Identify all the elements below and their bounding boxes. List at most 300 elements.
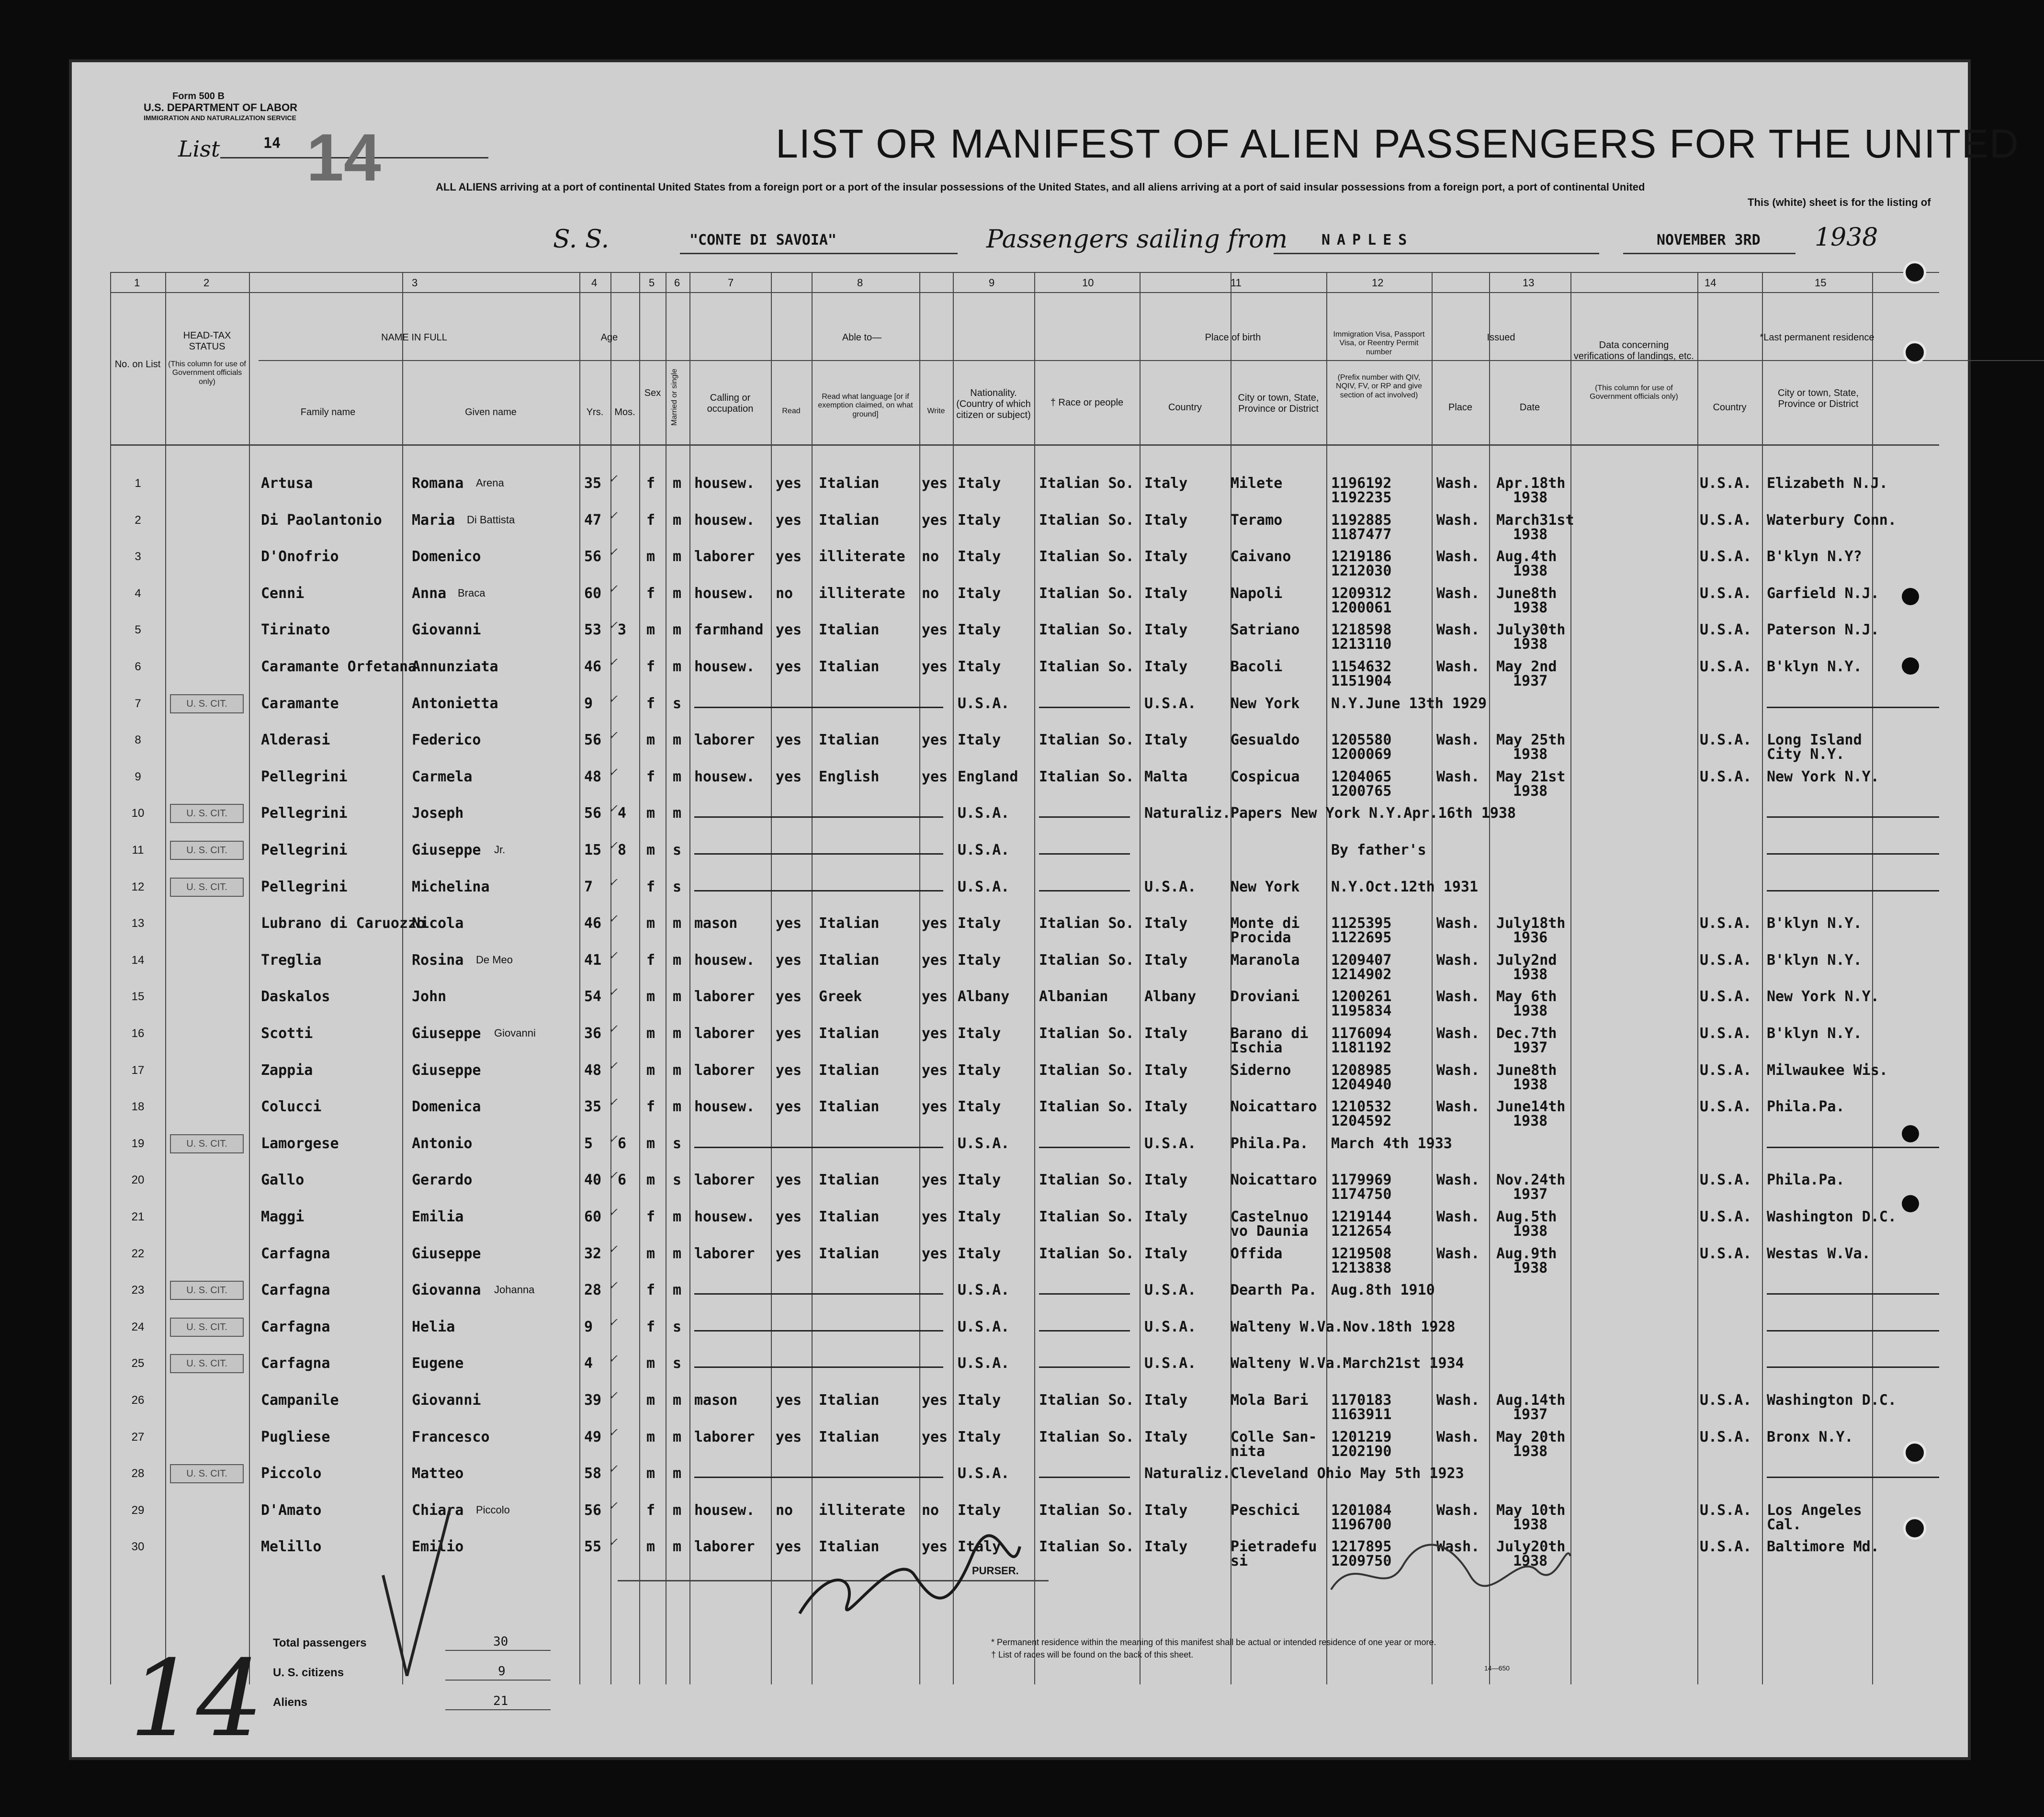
blank-field-line bbox=[1039, 1366, 1130, 1368]
cell-country: Italy bbox=[1144, 548, 1188, 565]
cell-family: Lubrano di Caruozzo bbox=[261, 915, 426, 932]
cell-date2: 1937 bbox=[1513, 1039, 1548, 1056]
cell-place: Wash. bbox=[1436, 1538, 1480, 1556]
cell-yrs: 46 bbox=[584, 658, 602, 675]
cell-visa2: 1200765 bbox=[1331, 782, 1392, 800]
blank-field-line bbox=[1767, 707, 1939, 708]
cell-race: Italian So. bbox=[1039, 1392, 1134, 1409]
cell-res-city: Waterbury Conn. bbox=[1767, 511, 1897, 529]
cell-sex: m bbox=[646, 1428, 655, 1445]
cell-write: yes bbox=[922, 511, 948, 529]
header-issued: Issued bbox=[1487, 332, 1515, 343]
list-number-stamp: 14 bbox=[306, 120, 381, 195]
cell-date: March31st bbox=[1496, 511, 1574, 529]
cell-write: yes bbox=[922, 1025, 948, 1042]
blank-field-line bbox=[694, 1293, 943, 1295]
cell-res-city2: City N.Y. bbox=[1767, 746, 1845, 763]
check-mark-icon: ✓ bbox=[608, 729, 618, 743]
cell-write: yes bbox=[922, 621, 948, 639]
cell-write: yes bbox=[922, 658, 948, 675]
us-citizen-stamp: U. S. CIT. bbox=[170, 1354, 244, 1373]
cell-mos: 4 bbox=[618, 805, 627, 822]
cell-ms: m bbox=[673, 1282, 682, 1299]
cell-lang: Italian bbox=[819, 621, 880, 639]
cell-given-note: Piccolo bbox=[476, 1503, 510, 1516]
cell-date2: 1938 bbox=[1513, 966, 1548, 983]
check-mark-icon: ✓ bbox=[608, 582, 618, 596]
cell-res-city: Washington D.C. bbox=[1767, 1392, 1897, 1409]
cell-ms: m bbox=[673, 585, 682, 602]
table-row bbox=[72, 1239, 1968, 1275]
cell-family: Caramante bbox=[261, 695, 339, 712]
cell-visa2: 1192235 bbox=[1331, 489, 1392, 506]
cell-given-note: Johanna bbox=[494, 1284, 535, 1296]
cell-visa2: 1204592 bbox=[1331, 1113, 1392, 1130]
cell-given: Chiara bbox=[412, 1501, 464, 1519]
cell-ms: m bbox=[673, 658, 682, 675]
cell-city2: Ischia bbox=[1231, 1039, 1283, 1056]
cell-calling: housew. bbox=[694, 1098, 755, 1116]
cell-visa: 1217895 bbox=[1331, 1538, 1392, 1556]
check-mark-icon: ✓ bbox=[608, 1022, 618, 1036]
cell-family: Gallo bbox=[261, 1172, 305, 1189]
cell-sex: m bbox=[646, 988, 655, 1005]
cell-country: U.S.A. bbox=[1144, 1318, 1197, 1335]
cell-calling: laborer bbox=[694, 988, 755, 1005]
cell-family: Colucci bbox=[261, 1098, 322, 1116]
blank-field-line bbox=[1039, 1147, 1130, 1148]
row-number: 16 bbox=[131, 1027, 145, 1040]
aliens-value: 21 bbox=[493, 1694, 508, 1708]
cell-calling: laborer bbox=[694, 1061, 755, 1079]
row-number: 18 bbox=[131, 1100, 145, 1114]
cell-nationality: Italy bbox=[958, 1098, 1001, 1116]
cell-visa2: 1174750 bbox=[1331, 1186, 1392, 1203]
cell-nationality: Italy bbox=[958, 1392, 1001, 1409]
row-number: 15 bbox=[131, 990, 145, 1004]
cell-given: Domenica bbox=[412, 1098, 481, 1116]
cell-visa: March 4th 1933 bbox=[1331, 1135, 1452, 1152]
colnum-7: 7 bbox=[728, 277, 734, 289]
cell-city: New York bbox=[1231, 878, 1300, 895]
cell-lang: illiterate bbox=[819, 1501, 905, 1519]
cell-yrs: 4 bbox=[584, 1355, 593, 1372]
row-number: 5 bbox=[135, 623, 141, 637]
cell-write: yes bbox=[922, 1172, 948, 1189]
cell-res-city: Milwaukee Wis. bbox=[1767, 1061, 1888, 1079]
cell-family: Campanile bbox=[261, 1392, 339, 1409]
cell-nationality: Italy bbox=[958, 951, 1001, 969]
row-number: 29 bbox=[131, 1503, 145, 1517]
departure-port: NAPLES bbox=[1321, 232, 1414, 248]
header-head-tax: HEAD-TAX STATUS bbox=[183, 330, 231, 352]
cell-read: yes bbox=[776, 768, 802, 785]
cell-read: yes bbox=[776, 548, 802, 565]
cell-lang: Italian bbox=[819, 1392, 880, 1409]
cell-city: Colle San- bbox=[1231, 1428, 1317, 1445]
cell-family: Pellegrini bbox=[261, 878, 348, 895]
cell-visa: 1125395 bbox=[1331, 915, 1392, 932]
cell-date: Apr.18th bbox=[1496, 475, 1566, 492]
cell-nationality: Italy bbox=[958, 585, 1001, 602]
cell-race: Italian So. bbox=[1039, 475, 1134, 492]
colnum-13: 13 bbox=[1523, 277, 1535, 289]
cell-res-country: U.S.A. bbox=[1700, 1428, 1752, 1445]
cell-city2: si bbox=[1231, 1553, 1248, 1570]
cell-sex: m bbox=[646, 1245, 655, 1262]
cell-nationality: Italy bbox=[958, 732, 1001, 749]
blank-field-line bbox=[694, 1330, 943, 1332]
cell-res-country: U.S.A. bbox=[1700, 1501, 1752, 1519]
cell-read: yes bbox=[776, 1172, 802, 1189]
blank-field-line bbox=[1039, 890, 1130, 892]
cell-visa: 1219508 bbox=[1331, 1245, 1392, 1262]
header-birth-city: City or town, State, Province or District bbox=[1238, 393, 1319, 414]
cell-write: yes bbox=[922, 951, 948, 969]
cell-yrs: 15 bbox=[584, 842, 602, 858]
cell-res-country: U.S.A. bbox=[1700, 951, 1752, 969]
blank-field-line bbox=[694, 816, 943, 818]
cell-lang: Italian bbox=[819, 1098, 880, 1116]
us-citizen-stamp: U. S. CIT. bbox=[170, 1464, 244, 1483]
cell-city: New York bbox=[1231, 695, 1300, 712]
check-mark-icon: ✓ bbox=[608, 1206, 618, 1219]
cell-yrs: 53 bbox=[584, 621, 602, 639]
colnum-11: 11 bbox=[1231, 277, 1242, 289]
cell-yrs: 9 bbox=[584, 695, 593, 712]
cell-family: Caramante Orfetana bbox=[261, 658, 417, 675]
cell-place: Wash. bbox=[1436, 1208, 1480, 1225]
cell-city: Mola Bari bbox=[1231, 1392, 1309, 1409]
aliens-label: Aliens bbox=[273, 1696, 308, 1709]
cell-race: Albanian bbox=[1039, 988, 1108, 1005]
cell-race: Italian So. bbox=[1039, 1208, 1134, 1225]
cell-calling: laborer bbox=[694, 1428, 755, 1445]
us-citizen-stamp: U. S. CIT. bbox=[170, 878, 244, 897]
cell-read: yes bbox=[776, 988, 802, 1005]
cell-date2: 1938 bbox=[1513, 1223, 1548, 1240]
binder-ring-icon bbox=[1903, 1517, 1926, 1540]
grid-top-line bbox=[110, 272, 1939, 273]
row-number: 12 bbox=[131, 880, 145, 893]
cell-given: Helia bbox=[412, 1318, 455, 1335]
cell-calling: mason bbox=[694, 1392, 738, 1409]
table-row bbox=[72, 1275, 1968, 1311]
cell-country: Italy bbox=[1144, 915, 1188, 932]
cell-date: July18th bbox=[1496, 915, 1566, 932]
cell-race: Italian So. bbox=[1039, 1061, 1134, 1079]
cell-given: Giovanni bbox=[412, 1392, 481, 1409]
cell-sex: m bbox=[646, 621, 655, 639]
cell-write: yes bbox=[922, 1538, 948, 1556]
check-mark-icon: ✓ bbox=[608, 1059, 618, 1072]
total-underline bbox=[445, 1650, 551, 1651]
cell-yrs: 36 bbox=[584, 1025, 602, 1042]
header-place-of-birth: Place of birth bbox=[1205, 332, 1261, 343]
cell-visa: 1176094 bbox=[1331, 1025, 1392, 1042]
colnum-12: 12 bbox=[1372, 277, 1384, 289]
colnum-8: 8 bbox=[857, 277, 863, 289]
header-able-to: Able to— bbox=[842, 332, 882, 343]
cell-yrs: 54 bbox=[584, 988, 602, 1005]
department-name: U.S. DEPARTMENT OF LABOR bbox=[144, 102, 298, 113]
cell-yrs: 49 bbox=[584, 1428, 602, 1445]
us-citizen-stamp: U. S. CIT. bbox=[170, 694, 244, 713]
cell-given-note: Giovanni bbox=[494, 1027, 536, 1039]
cell-date: May 21st bbox=[1496, 768, 1566, 785]
cell-visa2: 1213838 bbox=[1331, 1259, 1392, 1276]
cell-visa2: 1181192 bbox=[1331, 1039, 1392, 1056]
cell-race: Italian So. bbox=[1039, 1172, 1134, 1189]
cell-date: July20th bbox=[1496, 1538, 1566, 1556]
cell-family: Maggi bbox=[261, 1208, 305, 1225]
cell-family: Carfagna bbox=[261, 1245, 330, 1262]
table-row bbox=[72, 908, 1968, 945]
header-write: Write bbox=[927, 407, 945, 415]
cell-date: Aug.4th bbox=[1496, 548, 1557, 565]
cell-date2: 1938 bbox=[1513, 636, 1548, 653]
cell-write: yes bbox=[922, 768, 948, 785]
cell-nationality: Italy bbox=[958, 1501, 1001, 1519]
blank-field-line bbox=[1767, 1147, 1939, 1148]
cell-nationality: Italy bbox=[958, 1245, 1001, 1262]
header-race: † Race or people bbox=[1050, 397, 1124, 408]
cell-calling: laborer bbox=[694, 732, 755, 749]
cell-ms: m bbox=[673, 1501, 682, 1519]
cell-lang: Italian bbox=[819, 951, 880, 969]
cell-yrs: 35 bbox=[584, 475, 602, 492]
check-mark-icon: ✓ bbox=[608, 1315, 618, 1329]
cell-res-city: B'klyn N.Y. bbox=[1767, 658, 1862, 675]
table-row bbox=[72, 1312, 1968, 1348]
cell-sex: f bbox=[646, 1501, 655, 1519]
cell-city: Noicattaro bbox=[1231, 1172, 1317, 1189]
cell-race: Italian So. bbox=[1039, 915, 1134, 932]
list-number: 14 bbox=[263, 135, 281, 152]
cell-sex: m bbox=[646, 915, 655, 932]
cell-place: Wash. bbox=[1436, 732, 1480, 749]
cell-date: May 2nd bbox=[1496, 658, 1557, 675]
cell-country: Italy bbox=[1144, 1501, 1188, 1519]
cell-nationality: Italy bbox=[958, 1538, 1001, 1556]
cell-given: Giuseppe bbox=[412, 1061, 481, 1079]
cell-given: Eugene bbox=[412, 1355, 464, 1372]
cell-family: Pugliese bbox=[261, 1428, 330, 1445]
cell-ms: m bbox=[673, 511, 682, 529]
cell-family: Melillo bbox=[261, 1538, 322, 1556]
cell-given: Matteo bbox=[412, 1465, 464, 1482]
cell-country: Italy bbox=[1144, 1025, 1188, 1042]
cell-yrs: 5 bbox=[584, 1135, 593, 1152]
cell-country: Italy bbox=[1144, 511, 1188, 529]
cell-family: Piccolo bbox=[261, 1465, 322, 1482]
cell-nationality: Italy bbox=[958, 548, 1001, 565]
cell-city: Caivano bbox=[1231, 548, 1291, 565]
cell-date: Nov.24th bbox=[1496, 1172, 1566, 1189]
cell-yrs: 9 bbox=[584, 1318, 593, 1335]
binder-hole-icon bbox=[1902, 1125, 1919, 1142]
cell-city: Noicattaro bbox=[1231, 1098, 1317, 1116]
cell-ms: m bbox=[673, 475, 682, 492]
cell-calling: mason bbox=[694, 915, 738, 932]
cell-visa: N.Y.Oct.12th 1931 bbox=[1331, 878, 1479, 895]
subtitle-line-1: ALL ALIENS arriving at a port of continental United States from a foreign port or a port of the insular possessions of the United States, and all aliens arriving at a port of said insular possessions from a foreign port, a port of continental United bbox=[436, 181, 1645, 193]
blank-field-line bbox=[1767, 1366, 1939, 1368]
cell-city: Napoli bbox=[1231, 585, 1283, 602]
cell-res-country: U.S.A. bbox=[1700, 988, 1752, 1005]
cell-family: Cenni bbox=[261, 585, 305, 602]
check-mark-icon: ✓ bbox=[608, 875, 618, 889]
blank-field-line bbox=[1767, 890, 1939, 892]
cell-yrs: 55 bbox=[584, 1538, 602, 1556]
cell-city: Walteny W.Va.Nov.18th 1928 bbox=[1231, 1318, 1456, 1335]
cell-place: Wash. bbox=[1436, 621, 1480, 639]
cell-given: Maria bbox=[412, 511, 455, 529]
cell-given: Emilia bbox=[412, 1208, 464, 1225]
cell-yrs: 28 bbox=[584, 1282, 602, 1299]
check-mark-icon: ✓ bbox=[608, 802, 618, 816]
cell-date: June8th bbox=[1496, 1061, 1557, 1079]
cell-country: Italy bbox=[1144, 1428, 1188, 1445]
binder-ring-icon bbox=[1903, 1441, 1926, 1464]
cell-given: Antonio bbox=[412, 1135, 473, 1152]
cell-calling: laborer bbox=[694, 1025, 755, 1042]
header-last-residence: *Last permanent residence bbox=[1760, 332, 1875, 343]
cell-date2: 1938 bbox=[1513, 1003, 1548, 1020]
cell-res-city: B'klyn N.Y. bbox=[1767, 951, 1862, 969]
us-citizen-stamp: U. S. CIT. bbox=[170, 1281, 244, 1300]
cell-res-country: U.S.A. bbox=[1700, 1172, 1752, 1189]
cell-read: yes bbox=[776, 951, 802, 969]
cell-place: Wash. bbox=[1436, 511, 1480, 529]
cell-family: Pellegrini bbox=[261, 805, 348, 822]
header-data-note: (This column for use of Government officials only) bbox=[1590, 384, 1678, 401]
cell-ms: m bbox=[673, 1208, 682, 1225]
cell-sex: f bbox=[646, 1208, 655, 1225]
cell-ms: m bbox=[673, 1428, 682, 1445]
cell-city: Satriano bbox=[1231, 621, 1300, 639]
header-age: Age bbox=[600, 332, 618, 343]
cell-place: Wash. bbox=[1436, 1172, 1480, 1189]
cell-date2: 1938 bbox=[1513, 489, 1548, 506]
cell-date2: 1938 bbox=[1513, 599, 1548, 616]
cell-nationality: U.S.A. bbox=[958, 1318, 1010, 1335]
cell-city: Siderno bbox=[1231, 1061, 1291, 1079]
cell-res-country: U.S.A. bbox=[1700, 1245, 1752, 1262]
cell-city: Pietradefu bbox=[1231, 1538, 1317, 1556]
table-row bbox=[72, 1202, 1968, 1238]
cell-nationality: Italy bbox=[958, 1025, 1001, 1042]
cell-given: Giuseppe bbox=[412, 1025, 481, 1042]
cell-res-country: U.S.A. bbox=[1700, 768, 1752, 785]
cell-sex: f bbox=[646, 585, 655, 602]
cell-date2: 1938 bbox=[1513, 1259, 1548, 1276]
cell-country: Italy bbox=[1144, 1208, 1188, 1225]
cell-date2: 1938 bbox=[1513, 1516, 1548, 1533]
cell-res-country: U.S.A. bbox=[1700, 1061, 1752, 1079]
cell-family: Alderasi bbox=[261, 732, 330, 749]
cell-place: Wash. bbox=[1436, 1098, 1480, 1116]
cell-family: Scotti bbox=[261, 1025, 313, 1042]
cell-given: Giuseppe bbox=[412, 842, 481, 858]
us-citizens-label: U. S. citizens bbox=[273, 1666, 344, 1679]
check-mark-icon: ✓ bbox=[608, 619, 618, 632]
cell-given: Francesco bbox=[412, 1428, 490, 1445]
purser-label: PURSER. bbox=[972, 1565, 1019, 1577]
row-number: 4 bbox=[135, 587, 141, 600]
cell-ms: m bbox=[673, 1061, 682, 1079]
row-number: 11 bbox=[132, 844, 144, 857]
cell-sex: f bbox=[646, 1318, 655, 1335]
cell-res-city: Los Angeles bbox=[1767, 1501, 1862, 1519]
cell-visa: By father's bbox=[1331, 842, 1426, 858]
us-citizen-stamp: U. S. CIT. bbox=[170, 1134, 244, 1153]
cell-given: Michelina bbox=[412, 878, 490, 895]
cell-given: Carmela bbox=[412, 768, 473, 785]
cell-race: Italian So. bbox=[1039, 732, 1134, 749]
cell-nationality: Albany bbox=[958, 988, 1010, 1005]
cell-nationality: Italy bbox=[958, 658, 1001, 675]
header-mos: Mos. bbox=[614, 407, 635, 418]
cell-race: Italian So. bbox=[1039, 621, 1134, 639]
cell-family: D'Onofrio bbox=[261, 548, 339, 565]
cell-yrs: 7 bbox=[584, 878, 593, 895]
cell-visa2: 1187477 bbox=[1331, 526, 1392, 543]
cell-visa: 1209407 bbox=[1331, 951, 1392, 969]
cell-date: May 20th bbox=[1496, 1428, 1566, 1445]
cell-write: yes bbox=[922, 732, 948, 749]
cell-sex: f bbox=[646, 1282, 655, 1299]
cell-country: U.S.A. bbox=[1144, 1282, 1197, 1299]
cell-mos: 3 bbox=[618, 621, 627, 639]
blank-field-line bbox=[694, 1366, 943, 1368]
cell-sex: f bbox=[646, 1098, 655, 1116]
cell-read: yes bbox=[776, 1098, 802, 1116]
cell-family: Carfagna bbox=[261, 1355, 330, 1372]
cell-race: Italian So. bbox=[1039, 585, 1134, 602]
cell-given: Domenico bbox=[412, 548, 481, 565]
cell-ms: m bbox=[673, 805, 682, 822]
cell-res-city: Paterson N.J. bbox=[1767, 621, 1879, 639]
cell-lang: English bbox=[819, 768, 880, 785]
cell-given-note: Arena bbox=[476, 477, 504, 489]
cell-lang: illiterate bbox=[819, 585, 905, 602]
header-res-country: Country bbox=[1713, 402, 1747, 413]
cell-read: yes bbox=[776, 621, 802, 639]
colnum-15: 15 bbox=[1815, 277, 1827, 289]
row-number: 2 bbox=[135, 513, 141, 527]
table-row bbox=[72, 798, 1968, 835]
header-data-concerning: Data concerning verifications of landings, etc. bbox=[1573, 340, 1694, 361]
cell-city: Barano di bbox=[1231, 1025, 1309, 1042]
colnum-3: 3 bbox=[412, 277, 418, 289]
cell-city: Castelnuo bbox=[1231, 1208, 1309, 1225]
blank-field-line bbox=[1039, 707, 1130, 708]
cell-lang: Greek bbox=[819, 988, 862, 1005]
header-nationality: Nationality. (Country of which citizen or subject) bbox=[956, 388, 1031, 420]
cell-mos: 6 bbox=[618, 1172, 627, 1189]
cell-res-city: Long Island bbox=[1767, 732, 1862, 749]
cell-place: Wash. bbox=[1436, 1501, 1480, 1519]
cell-visa: 1154632 bbox=[1331, 658, 1392, 675]
row-number: 30 bbox=[131, 1540, 145, 1554]
cell-read: yes bbox=[776, 1538, 802, 1556]
cell-yrs: 56 bbox=[584, 732, 602, 749]
cell-date2: 1938 bbox=[1513, 1443, 1548, 1460]
cell-place: Wash. bbox=[1436, 1428, 1480, 1445]
cell-city: Bacoli bbox=[1231, 658, 1283, 675]
cell-country: U.S.A. bbox=[1144, 695, 1197, 712]
